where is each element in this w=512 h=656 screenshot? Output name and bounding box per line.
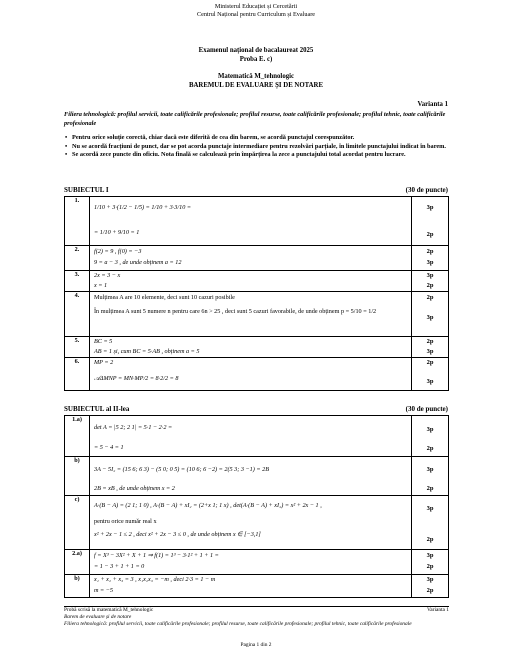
item-number: 4. (65, 292, 90, 337)
solution-line: Mulțimea A are 10 elemente, deci sunt 10 cazuri posibile (94, 294, 235, 301)
solution-line: = 1/10 + 9/10 = 1 (94, 229, 140, 236)
filiera-text: Filiera tehnologică: profilul servicii, toate calificările profesionale; profilul resurse, toate calificările profesionale; profilul tehnic, toate calificările profesionale (64, 111, 446, 127)
footer-exam: Probă scrisă la matematică M_tehnologic (64, 607, 154, 613)
exam-subject: Matematică M_tehnologic (217, 73, 295, 80)
subject2-table (64, 415, 449, 598)
item-number: b) (65, 457, 90, 496)
subject2-points: (30 de puncte) (405, 405, 448, 413)
solution-line: = 1 − 3 + 1 + 1 = 0 (94, 563, 145, 570)
item-number: 5. (65, 337, 90, 358)
points-value: 3p (426, 505, 434, 512)
barem-title: BAREMUL DE EVALUARE ȘI DE NOTARE (188, 82, 323, 89)
table-row (65, 575, 449, 598)
points-value: 3p (426, 552, 434, 559)
points-value: 3p (426, 348, 434, 355)
table-row (65, 292, 449, 337)
ministry-name: Ministerul Educației și Cercetării (214, 3, 298, 10)
rules-list (64, 134, 449, 160)
solution-line: m = −5 (94, 587, 114, 594)
solution-line: AB = 1 și, cum BC = 5·AB , obținem a = 5 (94, 348, 200, 355)
table-row (65, 358, 449, 391)
subject2-heading (64, 405, 448, 413)
solution-line: 2B = xB , de unde obținem x = 2 (94, 485, 175, 492)
solution-line: 2x = 3 − x (94, 272, 121, 279)
rule-item: • Pentru orice soluție corectă, chiar dacă este diferită de cea din barem, se acordă punctajul corespunzător. (64, 134, 449, 143)
subject1-title: SUBIECTUL I (64, 186, 109, 194)
item-number: c) (65, 496, 90, 550)
points-value: 2p (426, 282, 434, 289)
solution-line: BC = 5 (94, 338, 113, 345)
rule-item: • Nu se acordă fracțiuni de punct, dar se pot acorda punctaje intermediare pentru rezolvări parțiale, în limitele punctajului indicat în barem. (64, 143, 449, 152)
solution-line: A·(B − A) = (2 1; 1 0) , A·(B − A) + xI₂ = (2+x 1; 1 x) , det(A·(B − A) + xI₂) = x² + 2x − 1 , (94, 502, 322, 509)
solution-line: 1/10 + 3·(1/2 − 1/5) = 1/10 + 3·3/10 = (94, 204, 192, 211)
item-number: 2.a) (65, 550, 90, 575)
item-number: b) (65, 575, 90, 598)
table-row (65, 416, 449, 457)
table-row (65, 197, 449, 246)
solution-line: MP = 2 (94, 359, 114, 366)
points-value: 3p (426, 272, 434, 279)
subject1-heading (64, 186, 448, 194)
solution-line: În mulțimea A sunt 5 numere n pentru care 6n > 25 , deci sunt 5 cazuri favorabile, de unde obținem p = 5/10 = 1/2 (94, 308, 377, 315)
points-value: 2p (426, 563, 434, 570)
item-number: 2. (65, 246, 90, 271)
rule-item: • Se acordă zece puncte din oficiu. Nota finală se calculează prin împărțirea la zece a punctajului total acordat pentru lucrare. (64, 151, 449, 160)
solution-line: f(2) = 9 , f(0) = −3 (94, 248, 142, 255)
solution-line: f = X³ − 3X² + X + 1 ⇒ f(1) = 1³ − 3·1² + 1 + 1 = (94, 552, 219, 559)
solution-line: x₁ + x₂ + x₃ = 3 , x₁x₂x₃ = −m , deci 2·3 = 1 − m (94, 576, 216, 583)
footer-variant: Varianta 1 (426, 607, 449, 613)
points-value: 2p (426, 294, 434, 301)
footer-barem: Barem de evaluare și de notare (64, 614, 132, 620)
center-name: Centrul Național pentru Curriculum și Evaluare (196, 11, 316, 18)
solution-line: 9 = a − 3 , de unde obținem a = 12 (94, 259, 182, 266)
points-value: 2p (426, 485, 434, 492)
exam-proba: Proba E. c) (239, 56, 273, 63)
solution-line: x² + 2x − 1 ≤ 2 , deci x² + 2x − 3 ≤ 0 , de unde obținem x ∈ [−3,1] (94, 531, 261, 538)
points-value: 2p (426, 536, 434, 543)
solution-line: pentru orice număr real x (94, 518, 157, 525)
table-row (65, 550, 449, 575)
table-row (65, 496, 449, 550)
table-row (65, 337, 449, 358)
table-row (65, 271, 449, 292)
item-number: 1. (65, 197, 90, 246)
solution-line: det A = |5 2; 2 1| = 5·1 − 2·2 = (94, 424, 173, 431)
subject1-points: (30 de puncte) (405, 186, 448, 194)
points-value: 3p (426, 314, 434, 321)
solution-line: = 5 − 4 = 1 (94, 444, 124, 451)
solution-line: 3A − 5I₂ = (15 6; 6 3) − (5 0; 0 5) = (10 6; 6 −2) = 2(5 3; 3 −1) = 2B (94, 466, 269, 473)
solution-line: 𝒜ΔMNP = MN·MP/2 = 8·2/2 = 8 (94, 375, 179, 382)
points-value: 3p (426, 466, 434, 473)
points-value: 3p (426, 259, 434, 266)
page-number: Pagina 1 din 2 (240, 642, 272, 648)
item-number: 1.a) (65, 416, 90, 457)
points-value: 2p (426, 248, 434, 255)
points-value: 2p (426, 359, 434, 366)
item-number: 3. (65, 271, 90, 292)
subject2-title: SUBIECTUL al II-lea (64, 405, 130, 413)
item-number: 6. (65, 358, 90, 391)
subject1-table (64, 196, 449, 391)
points-value: 2p (426, 587, 434, 594)
table-row (65, 457, 449, 496)
points-value: 3p (426, 576, 434, 583)
points-value: 2p (426, 231, 434, 238)
exam-title: Examenul național de bacalaureat 2025 (198, 47, 314, 54)
points-value: 3p (426, 378, 434, 385)
points-value: 3p (426, 204, 434, 211)
footer-filiera: Filiera tehnologică: profilul servicii, toate calificările profesionale; profilul resurse, toate calificările profesionale; profilul tehnic, toate calificările profesionale (64, 621, 412, 627)
variant-label: Varianta 1 (417, 101, 448, 108)
points-value: 2p (426, 445, 434, 452)
points-value: 2p (426, 338, 434, 345)
points-value: 3p (426, 426, 434, 433)
table-row (65, 246, 449, 271)
solution-line: x = 1 (94, 282, 108, 289)
